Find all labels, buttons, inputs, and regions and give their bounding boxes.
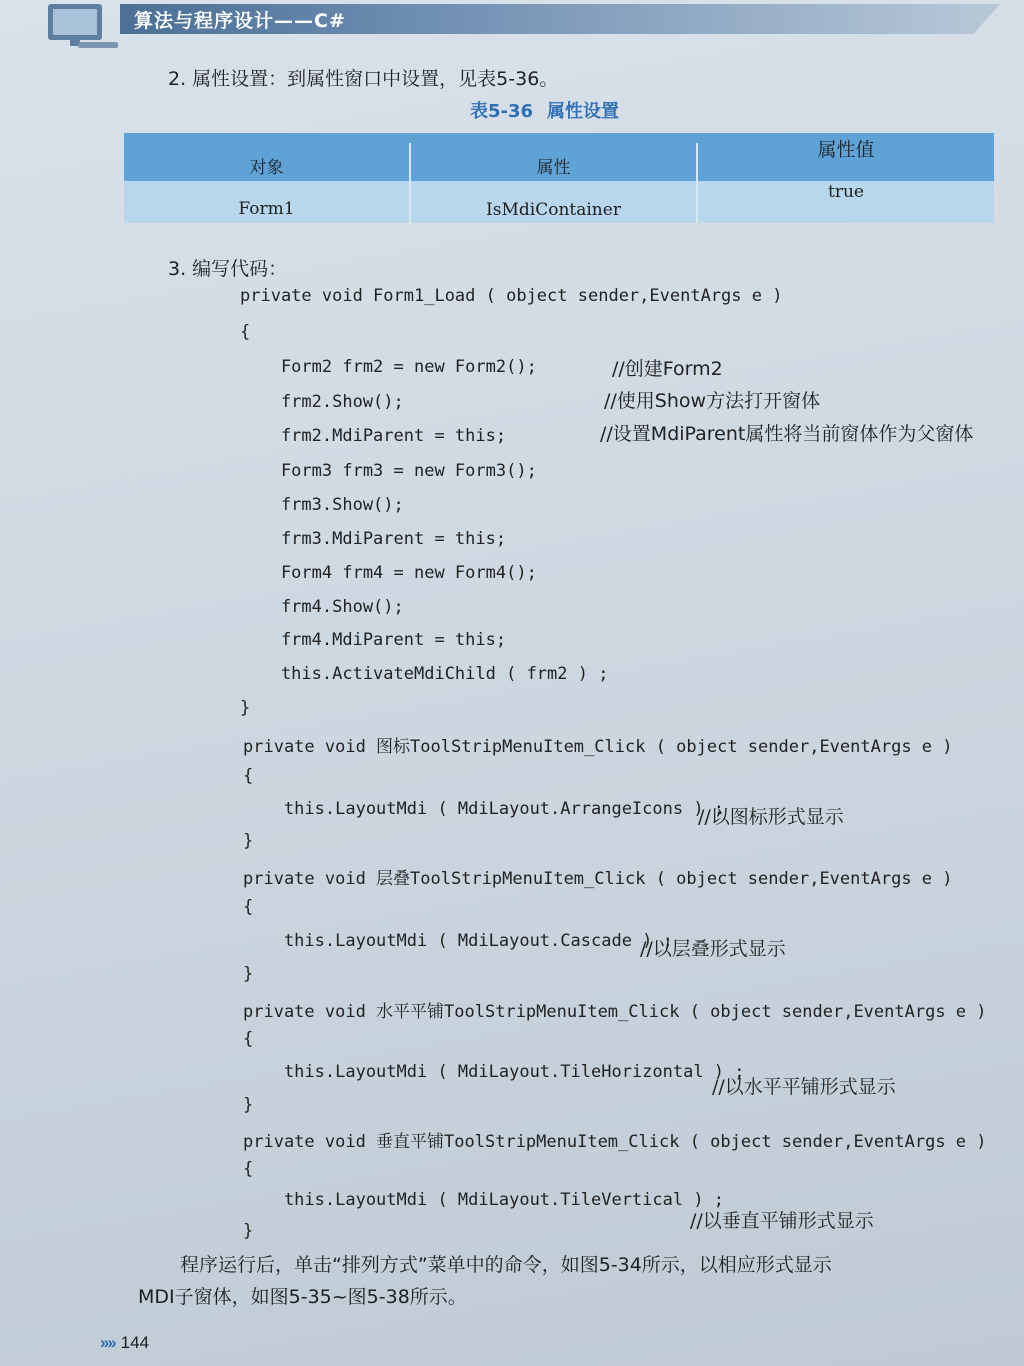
code-comment: //创建Form2 (612, 358, 723, 380)
code-line: { (243, 897, 254, 917)
code-line: } (240, 698, 251, 718)
step-3-text: 3. 编写代码： (168, 258, 288, 280)
cell-object: Form1 (238, 199, 295, 219)
header-cell-object: 对象 (249, 158, 284, 178)
code-comment: //以层叠形式显示 (640, 938, 786, 960)
code-line: frm2.Show(); (240, 392, 404, 412)
code-line: private void 水平平铺ToolStripMenuItem_Click ( object sender,EventArgs e ) (243, 1002, 987, 1022)
code-line: Form2 frm2 = new Form2(); (240, 357, 537, 377)
code-line: frm2.MdiParent = this; (240, 426, 507, 446)
code-line: } (243, 831, 254, 851)
code-comment: //以垂直平铺形式显示 (690, 1210, 874, 1232)
code-comment: //以水平平铺形式显示 (712, 1076, 896, 1098)
code-line: frm3.MdiParent = this; (240, 529, 507, 549)
code-line: this.LayoutMdi ( MdiLayout.Cascade ) ; (243, 931, 684, 951)
code-line: private void 层叠ToolStripMenuItem_Click ( object sender,EventArgs e ) (243, 869, 953, 889)
code-line: frm4.MdiParent = this; (240, 630, 507, 650)
paragraph-line-2: MDI子窗体，如图5-35~图5-38所示。 (138, 1286, 467, 1308)
computer-icon (44, 0, 124, 50)
code-line: Form3 frm3 = new Form3(); (240, 461, 537, 481)
chevrons-icon: ›››› (100, 1333, 115, 1352)
step-2-text: 2. 属性设置：到属性窗口中设置，见表5-36。 (168, 68, 559, 90)
code-line: { (243, 1159, 254, 1179)
code-line: { (243, 766, 254, 786)
code-line: private void Form1_Load ( object sender,EventArgs e ) (240, 286, 783, 306)
header-cell-property: 属性 (536, 158, 571, 178)
page-number (100, 1333, 149, 1353)
book-title: 算法与程序设计——C# (134, 10, 346, 32)
code-line: private void 垂直平铺ToolStripMenuItem_Click ( object sender,EventArgs e ) (243, 1132, 987, 1152)
code-line: this.LayoutMdi ( MdiLayout.TileVertical ) ; (243, 1190, 735, 1210)
code-comment: //以图标形式显示 (698, 806, 844, 828)
code-line: this.LayoutMdi ( MdiLayout.ArrangeIcons ) ; (243, 799, 735, 819)
code-line: Form4 frm4 = new Form4(); (240, 563, 537, 583)
code-line: this.ActivateMdiChild ( frm2 ) ; (240, 664, 609, 684)
code-line: frm4.Show(); (240, 597, 404, 617)
code-comment: //使用Show方法打开窗体 (604, 390, 821, 412)
table-caption-number: 表5-36 (470, 101, 534, 122)
code-line: } (243, 964, 254, 984)
header-cell-value: 属性值 (817, 139, 875, 161)
code-comment: //设置MdiParent属性将当前窗体作为父窗体 (600, 423, 974, 445)
cell-value: true (828, 182, 864, 202)
code-line: { (240, 322, 251, 342)
code-line: this.LayoutMdi ( MdiLayout.TileHorizontal ) ; (243, 1062, 755, 1082)
cell-property: IsMdiContainer (486, 200, 621, 220)
code-line: } (243, 1095, 254, 1115)
table-caption-title: 属性设置 (547, 101, 620, 122)
code-line: private void 图标ToolStripMenuItem_Click ( object sender,EventArgs e ) (243, 737, 953, 757)
code-line: { (243, 1029, 254, 1049)
property-table (124, 133, 994, 223)
code-line: frm3.Show(); (240, 495, 404, 515)
paragraph-line-1: 程序运行后，单击“排列方式”菜单中的命令，如图5-34所示，以相应形式显示 (180, 1254, 832, 1276)
code-line: } (243, 1221, 254, 1241)
table-caption (470, 97, 619, 123)
page-number-value: 144 (120, 1333, 150, 1352)
